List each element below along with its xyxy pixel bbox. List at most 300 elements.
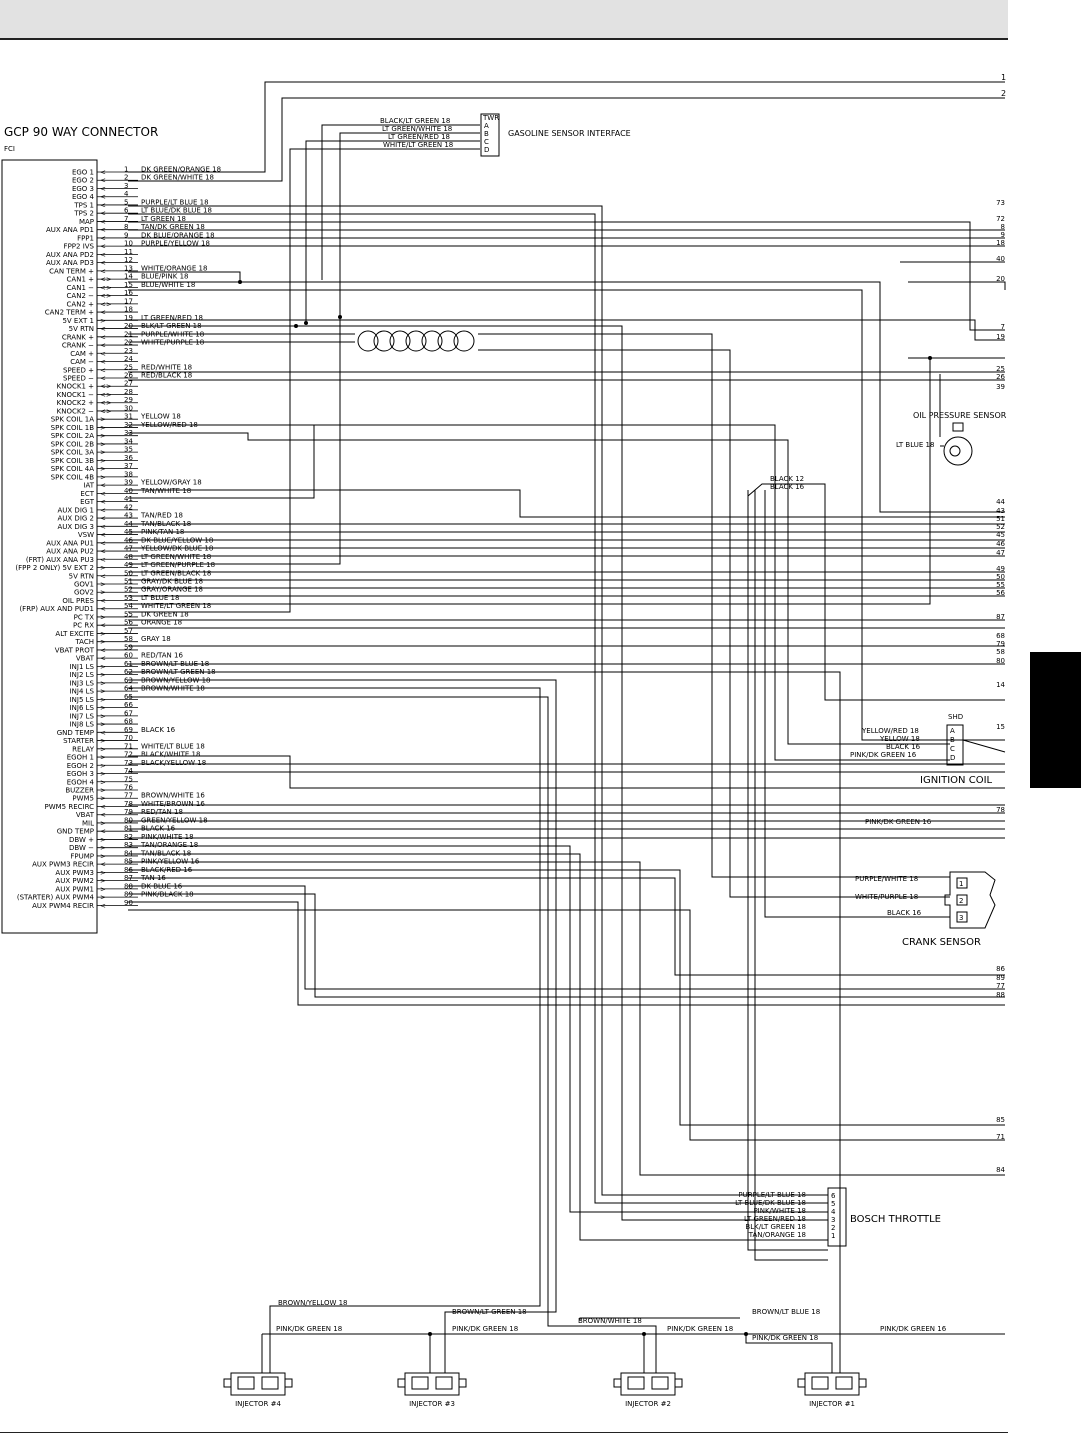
pin-arrow: <> <box>100 390 112 399</box>
pin-arrow: < <box>100 349 106 358</box>
pin-number: 64 <box>124 684 133 693</box>
pin-number: 62 <box>124 668 133 677</box>
pin-number: 57 <box>124 626 133 635</box>
coil-pin-c: C <box>950 745 955 753</box>
pin-label: ALT EXCITE <box>55 629 94 638</box>
pin-number: 46 <box>124 536 133 545</box>
pin-label: EGOH 1 <box>66 753 94 762</box>
injector-label: INJECTOR #3 <box>409 1400 455 1408</box>
pin-wire-label: DK BLUE 16 <box>141 882 183 891</box>
pin-number: 81 <box>124 824 133 833</box>
pin-number: 36 <box>124 453 133 462</box>
right-ref-9: 9 <box>1000 231 1005 239</box>
pin-arrow: < <box>100 498 106 507</box>
pin-label: TPS 1 <box>74 201 94 210</box>
inj3-signal-label: BROWN/LT GREEN 18 <box>452 1308 527 1316</box>
pin-number: 20 <box>124 322 133 331</box>
bosch-pin-3: 3 <box>831 1216 836 1224</box>
pin-arrow: < <box>100 506 106 515</box>
pin-label: AUX ANA PD1 <box>45 226 94 235</box>
pin-arrow: < <box>100 358 106 367</box>
right-ref-8: 8 <box>1000 223 1005 231</box>
pin-arrow: < <box>100 621 106 630</box>
pin-wire-label: WHITE/BROWN 16 <box>141 799 205 808</box>
pin-arrow: < <box>100 572 106 581</box>
pin-number: 41 <box>124 495 133 504</box>
pin-arrow: < <box>100 654 106 663</box>
pin-wire-label: BROWN/LT GREEN 18 <box>141 668 216 677</box>
pin-arrow: < <box>100 374 106 383</box>
pin-arrow: < <box>100 555 106 564</box>
bosch-wire: TAN/ORANGE 18 <box>748 1231 806 1239</box>
pin-number: 79 <box>124 808 133 817</box>
pin-arrow: < <box>100 539 106 548</box>
pin-arrow: < <box>100 333 106 342</box>
pin-label: FPP2 IVS <box>63 242 94 251</box>
pin-label: AUX PWM1 <box>55 885 94 894</box>
pin-arrow: > <box>100 662 106 671</box>
pin-wire-label: RED/TAN 16 <box>141 651 183 660</box>
pin-label: CRANK + <box>61 333 94 342</box>
pin-label: INJ5 LS <box>69 695 94 704</box>
top-ref-lines <box>128 73 1006 181</box>
twisted-pair-symbol <box>128 331 950 897</box>
pin-wire-label: BROWN/WHITE 18 <box>141 684 205 693</box>
pin-label: SPEED − <box>63 374 94 383</box>
pin-number: 15 <box>124 280 133 289</box>
pin-number: 67 <box>124 709 133 718</box>
gas-wire-b: LT GREEN/WHITE 18 <box>382 125 453 133</box>
pin-number: 31 <box>124 412 133 421</box>
pin-arrow: > <box>100 415 106 424</box>
right-ref-51: 51 <box>996 515 1005 523</box>
pin-label: GOV1 <box>73 580 94 589</box>
pin-arrow: > <box>100 720 106 729</box>
pin-label: EGO 1 <box>71 168 94 177</box>
pin-arrow: > <box>100 835 106 844</box>
pin-arrow: < <box>100 193 106 202</box>
coil-wire-b: YELLOW 18 <box>880 735 920 743</box>
gas-wire-c: LT GREEN/RED 18 <box>388 133 450 141</box>
pin-number: 39 <box>124 478 133 487</box>
pin-arrow: > <box>100 745 106 754</box>
pin-wire-label: BLACK/WHITE 18 <box>141 750 201 759</box>
pin-arrow: > <box>100 794 106 803</box>
pin-arrow: < <box>100 234 106 243</box>
pin-number: 49 <box>124 561 133 570</box>
pin-wire-label: PINK/TAN 18 <box>141 528 185 537</box>
right-ref-50: 50 <box>996 573 1005 581</box>
pin-wire-label: PINK/BLACK 18 <box>141 890 194 899</box>
oil-pressure-title: OIL PRESSURE SENSOR <box>913 411 1007 420</box>
pin-wire-label: TAN/WHITE 18 <box>141 486 192 495</box>
pin-number: 70 <box>124 734 133 743</box>
pin-number: 29 <box>124 396 133 405</box>
pin-label: AUX PWM3 <box>55 868 94 877</box>
pin-wire-label: RED/BLACK 18 <box>141 371 193 380</box>
pin-number: 11 <box>124 247 133 256</box>
pin-label: KNOCK2 + <box>56 399 94 408</box>
pin-label: CAN1 + <box>66 275 94 284</box>
pin-label: EGO 4 <box>71 193 94 202</box>
pin-wire-label: BROWN/LT BLUE 18 <box>141 659 210 668</box>
pin-number: 14 <box>124 272 133 281</box>
inj4-signal-label: BROWN/YELLOW 18 <box>278 1299 348 1307</box>
pin-number: 34 <box>124 437 133 446</box>
pin-number: 86 <box>124 865 133 874</box>
pin-arrow: <> <box>100 382 112 391</box>
pin-wire-label: DK GREEN 18 <box>141 610 189 619</box>
pin-number: 77 <box>124 791 133 800</box>
pin-wire-label: TAN/DK GREEN 18 <box>141 223 205 232</box>
pin-number: 84 <box>124 849 133 858</box>
bosch-pin-4: 4 <box>831 1208 836 1216</box>
pin-number: 26 <box>124 371 133 380</box>
pin-arrow: > <box>100 737 106 746</box>
pin-label: PWM5 RECIRC <box>44 802 94 811</box>
oil-pressure-sensor <box>896 411 1007 465</box>
right-ref-49: 49 <box>996 565 1005 573</box>
coil-wire-a: YELLOW/RED 18 <box>862 727 919 735</box>
pin-number: 72 <box>124 750 133 759</box>
pin-arrow: < <box>100 267 106 276</box>
pin-label: FPP1 <box>77 234 94 243</box>
right-ref-18: 18 <box>996 239 1005 247</box>
pin-label: GOV2 <box>73 588 94 597</box>
pin-number: 50 <box>124 569 133 578</box>
pin-label: ECT <box>80 489 94 498</box>
pin-arrow: < <box>100 728 106 737</box>
pin-number: 33 <box>124 429 133 438</box>
pin-wire-label: YELLOW/DK BLUE 18 <box>141 544 214 553</box>
pin-arrow: > <box>100 770 106 779</box>
pin-label: 5V RTN <box>68 325 94 334</box>
pin-label: GND TEMP <box>56 827 94 836</box>
pin-wire-label: TAN/BLACK 18 <box>141 849 192 858</box>
pin-arrow: <> <box>100 292 112 301</box>
pin-label: DBW + <box>69 835 94 844</box>
right-ref-15: 15 <box>996 723 1005 731</box>
pin-arrow: < <box>100 827 106 836</box>
pin-number: 54 <box>124 602 133 611</box>
pin-arrow: > <box>100 786 106 795</box>
pin-label: AUX PWM4 RECIR <box>32 901 94 910</box>
pin-label: CAN2 TERM + <box>44 308 94 317</box>
pin-label: GND TEMP <box>56 728 94 737</box>
pin-arrow: > <box>100 671 106 680</box>
pin-number: 52 <box>124 585 133 594</box>
bosch-wire: PINK/WHITE 18 <box>753 1207 806 1215</box>
gas-pin-a: A <box>484 122 489 130</box>
pin-arrow: < <box>100 201 106 210</box>
pin-label: CAN TERM + <box>49 267 94 276</box>
pin-number: 53 <box>124 593 133 602</box>
pin-number: 3 <box>124 181 129 190</box>
pin-arrow: > <box>100 456 106 465</box>
pin-label: SPK COIL 4A <box>50 465 94 474</box>
injector-label: INJECTOR #1 <box>809 1400 855 1408</box>
pin-wire-label: YELLOW/RED 18 <box>141 420 198 429</box>
pin-wire-label: BLACK/RED 16 <box>141 865 193 874</box>
pin-arrow: > <box>100 613 106 622</box>
right-ref-43: 43 <box>996 507 1005 515</box>
pin-label: AUX DIG 3 <box>57 522 94 531</box>
pin-wire-label: BLUE/PINK 18 <box>141 272 189 281</box>
pin-arrow: < <box>100 860 106 869</box>
pin-arrow: < <box>100 168 106 177</box>
pin-label: TPS 2 <box>74 209 94 218</box>
gas-sensor-title: GASOLINE SENSOR INTERFACE <box>508 129 631 138</box>
pin-number: 2 <box>124 173 129 182</box>
pin-number: 89 <box>124 890 133 899</box>
right-ref-58: 58 <box>996 648 1005 656</box>
pin-number: 1 <box>124 165 129 174</box>
pin-number: 12 <box>124 256 133 265</box>
connector-subtitle: FCI <box>4 145 15 153</box>
right-ref-40: 40 <box>996 255 1005 263</box>
pin-arrow: > <box>100 440 106 449</box>
pin-arrow: > <box>100 885 106 894</box>
right-ref-85: 85 <box>996 1116 1005 1124</box>
injector-4 <box>224 1373 292 1408</box>
pin-number: 65 <box>124 692 133 701</box>
pin-arrow: > <box>100 588 106 597</box>
pin-label: IAT <box>83 481 94 490</box>
pin-arrow: <> <box>100 407 112 416</box>
pin-number: 42 <box>124 503 133 512</box>
gas-wire-d: WHITE/LT GREEN 18 <box>383 141 454 149</box>
pin-arrow: > <box>100 629 106 638</box>
injector-label: INJECTOR #2 <box>625 1400 671 1408</box>
pin-number: 87 <box>124 874 133 883</box>
right-ref-39: 39 <box>996 383 1005 391</box>
pin-label: EGT <box>80 498 94 507</box>
right-ref-20: 20 <box>996 275 1005 283</box>
pin-wire-label: PINK/WHITE 18 <box>141 832 194 841</box>
pin-label: CAM − <box>70 358 94 367</box>
pin-arrow: > <box>100 465 106 474</box>
pin-number: 43 <box>124 511 133 520</box>
inj3-power-label: PINK/DK GREEN 18 <box>452 1325 519 1333</box>
pin-arrow: < <box>100 531 106 540</box>
pin-wire-label: LT GREEN/PURPLE 18 <box>141 561 216 570</box>
pin-arrow: > <box>100 473 106 482</box>
right-ref-78: 78 <box>996 806 1005 814</box>
pin-number: 5 <box>124 198 129 207</box>
pin-wire-label: YELLOW/GRAY 18 <box>141 478 202 487</box>
pin-arrow: <> <box>100 300 112 309</box>
pin-label: SPK COIL 1A <box>50 415 94 424</box>
pin-wire-label: LT BLUE 18 <box>141 593 180 602</box>
bosch-pin-2: 2 <box>831 1224 836 1232</box>
coil-wire-c: BLACK 16 <box>886 743 921 751</box>
pin-number: 23 <box>124 346 133 355</box>
gas-pin-c: C <box>484 138 489 146</box>
right-ref-26: 26 <box>996 373 1005 381</box>
pin-arrow: < <box>100 605 106 614</box>
pin-label: PWM5 <box>72 794 94 803</box>
coil-pin-d: D <box>950 754 956 762</box>
pin-number: 60 <box>124 651 133 660</box>
coil-wire-d: PINK/DK GREEN 16 <box>850 751 917 759</box>
ground-wire-2: BLACK 16 <box>770 483 805 491</box>
pin-number: 80 <box>124 816 133 825</box>
pin-number: 59 <box>124 643 133 652</box>
injector-2 <box>614 1373 682 1408</box>
coil-feed-wire: PINK/DK GREEN 16 <box>865 818 932 826</box>
pin-label: RELAY <box>72 745 94 754</box>
pin-wire-label: BLACK 16 <box>141 725 176 734</box>
right-ref-46: 46 <box>996 540 1005 548</box>
pin-arrow: > <box>100 432 106 441</box>
pin-arrow: < <box>100 184 106 193</box>
pin-label: STARTER <box>63 737 94 746</box>
pin-label: VBAT <box>75 654 94 663</box>
pin-label: INJ3 LS <box>69 679 94 688</box>
pin-wire-label: PURPLE/LT BLUE 18 <box>141 198 209 207</box>
pin-number: 35 <box>124 445 133 454</box>
pin-arrow: > <box>100 423 106 432</box>
pin-label: 5V EXT 1 <box>62 316 94 325</box>
right-ref-14: 14 <box>996 681 1005 689</box>
pin-label: OIL PRES <box>62 596 94 605</box>
pin-number: 44 <box>124 519 133 528</box>
pin-arrow: < <box>100 481 106 490</box>
pin-label: (FRT) AUX ANA PU3 <box>25 555 94 564</box>
crank-pin-3: 3 <box>959 914 964 922</box>
right-ref-55: 55 <box>996 581 1005 589</box>
oil-pressure-wire: LT BLUE 18 <box>896 441 935 449</box>
pin-arrow: > <box>100 695 106 704</box>
pin-arrow: > <box>100 852 106 861</box>
pin-number: 82 <box>124 832 133 841</box>
pin-number: 45 <box>124 528 133 537</box>
pin-number: 28 <box>124 387 133 396</box>
right-ref-45: 45 <box>996 531 1005 539</box>
coil-pin-b: B <box>950 736 955 744</box>
ignition-coil-tag: SHD <box>948 713 964 721</box>
pin-wire-label: GRAY/ORANGE 18 <box>141 585 203 594</box>
gasoline-sensor-interface <box>290 114 631 340</box>
pin-label: PC RX <box>73 621 94 630</box>
pin-label: MAP <box>78 217 94 226</box>
pin-number: 24 <box>124 355 133 364</box>
pin-arrow: < <box>100 217 106 226</box>
pin-wire-label: LT GREEN/BLACK 18 <box>141 569 212 578</box>
right-ref-88: 88 <box>996 991 1005 999</box>
gas-pin-d: D <box>484 146 490 154</box>
pin-wire-label: BROWN/WHITE 16 <box>141 791 205 800</box>
pin-label: CAN2 + <box>66 300 94 309</box>
pin-number: 27 <box>124 379 133 388</box>
pin-label: AUX DIG 1 <box>57 506 94 515</box>
right-ref-84: 84 <box>996 1166 1005 1174</box>
pin-wire-label: WHITE/ORANGE 18 <box>141 264 208 273</box>
pin-number: 88 <box>124 882 133 891</box>
pin-wire-label: PURPLE/WHITE 18 <box>141 330 205 339</box>
pin-arrow: < <box>100 646 106 655</box>
pin-wire-label: TAN/ORANGE 18 <box>141 841 199 850</box>
pin-arrow: < <box>100 522 106 531</box>
crank-wire-3: BLACK 16 <box>887 909 922 917</box>
pin-wire-label: PURPLE/YELLOW 18 <box>141 239 210 248</box>
pin-number: 25 <box>124 363 133 372</box>
pin-number: 37 <box>124 462 133 471</box>
pin-arrow: < <box>100 242 106 251</box>
pin-number: 8 <box>124 223 129 232</box>
pin-number: 40 <box>124 486 133 495</box>
pin-number: 58 <box>124 635 133 644</box>
pin-number: 73 <box>124 758 133 767</box>
pin-wire-label: GREEN/YELLOW 18 <box>141 816 208 825</box>
crank-sensor-title: CRANK SENSOR <box>902 937 981 948</box>
pin-number: 56 <box>124 618 133 627</box>
pin-arrow: > <box>100 679 106 688</box>
pin-label: SPK COIL 2A <box>50 432 94 441</box>
right-ref-47: 47 <box>996 549 1005 557</box>
right-ref-56: 56 <box>996 589 1005 597</box>
pin-label: AUX ANA PU2 <box>46 547 94 556</box>
right-ref-68: 68 <box>996 632 1005 640</box>
pin-label: CAM + <box>70 349 94 358</box>
pin-wire-label: RED/WHITE 18 <box>141 363 193 372</box>
pin-label: AUX ANA PU1 <box>46 539 94 548</box>
pin-wire-label: LT BLUE/DK BLUE 18 <box>141 206 212 215</box>
pin-wire-label: RED/TAN 18 <box>141 808 183 817</box>
pin-wire-label: WHITE/LT BLUE 18 <box>141 742 205 751</box>
right-ref-71: 71 <box>996 1133 1005 1141</box>
pin-number: 69 <box>124 725 133 734</box>
pin-label: (STARTER) AUX PWM4 <box>16 893 94 902</box>
pin-arrow: > <box>100 753 106 762</box>
pin-wire-label: BLACK 16 <box>141 824 176 833</box>
pin-label: EGOH 4 <box>66 778 94 787</box>
pin-arrow: <> <box>100 275 112 284</box>
pin-arrow: < <box>100 802 106 811</box>
inj2-signal-label: BROWN/WHITE 18 <box>578 1317 642 1325</box>
pin-number: 66 <box>124 701 133 710</box>
pin-wire-label: DK GREEN/WHITE 18 <box>141 173 215 182</box>
pin-wire-label: ORANGE 18 <box>141 618 183 627</box>
pin-label: INJ4 LS <box>69 687 94 696</box>
bosch-throttle-title: BOSCH THROTTLE <box>850 1214 941 1225</box>
pin-wire-label: BLUE/WHITE 18 <box>141 280 196 289</box>
right-ref-86: 86 <box>996 965 1005 973</box>
pin-number: 30 <box>124 404 133 413</box>
pin-label: SPK COIL 2B <box>50 440 94 449</box>
pin-label: EGOH 2 <box>66 761 94 770</box>
pin-label: SPK COIL 3B <box>50 456 94 465</box>
pin-number: 75 <box>124 775 133 784</box>
bosch-pin-5: 5 <box>831 1200 836 1208</box>
pin-arrow: < <box>100 596 106 605</box>
ground-splice <box>748 475 805 496</box>
pin-number: 47 <box>124 544 133 553</box>
pin-arrow: < <box>100 489 106 498</box>
pin-label: CAN1 − <box>66 283 94 292</box>
pin-arrow: > <box>100 316 106 325</box>
pin-arrow: > <box>100 893 106 902</box>
pin-wire-label: PINK/YELLOW 16 <box>141 857 200 866</box>
pin-label: FPUMP <box>70 852 94 861</box>
pin-wire-label: LT GREEN/WHITE 18 <box>141 552 212 561</box>
pin-label: VBAT PROT <box>54 646 94 655</box>
pin-label: BUZZER <box>65 786 94 795</box>
injector-label: INJECTOR #4 <box>235 1400 281 1408</box>
pin-arrow: < <box>100 901 106 910</box>
pin-arrow: > <box>100 638 106 647</box>
pin-number: 9 <box>124 231 129 240</box>
